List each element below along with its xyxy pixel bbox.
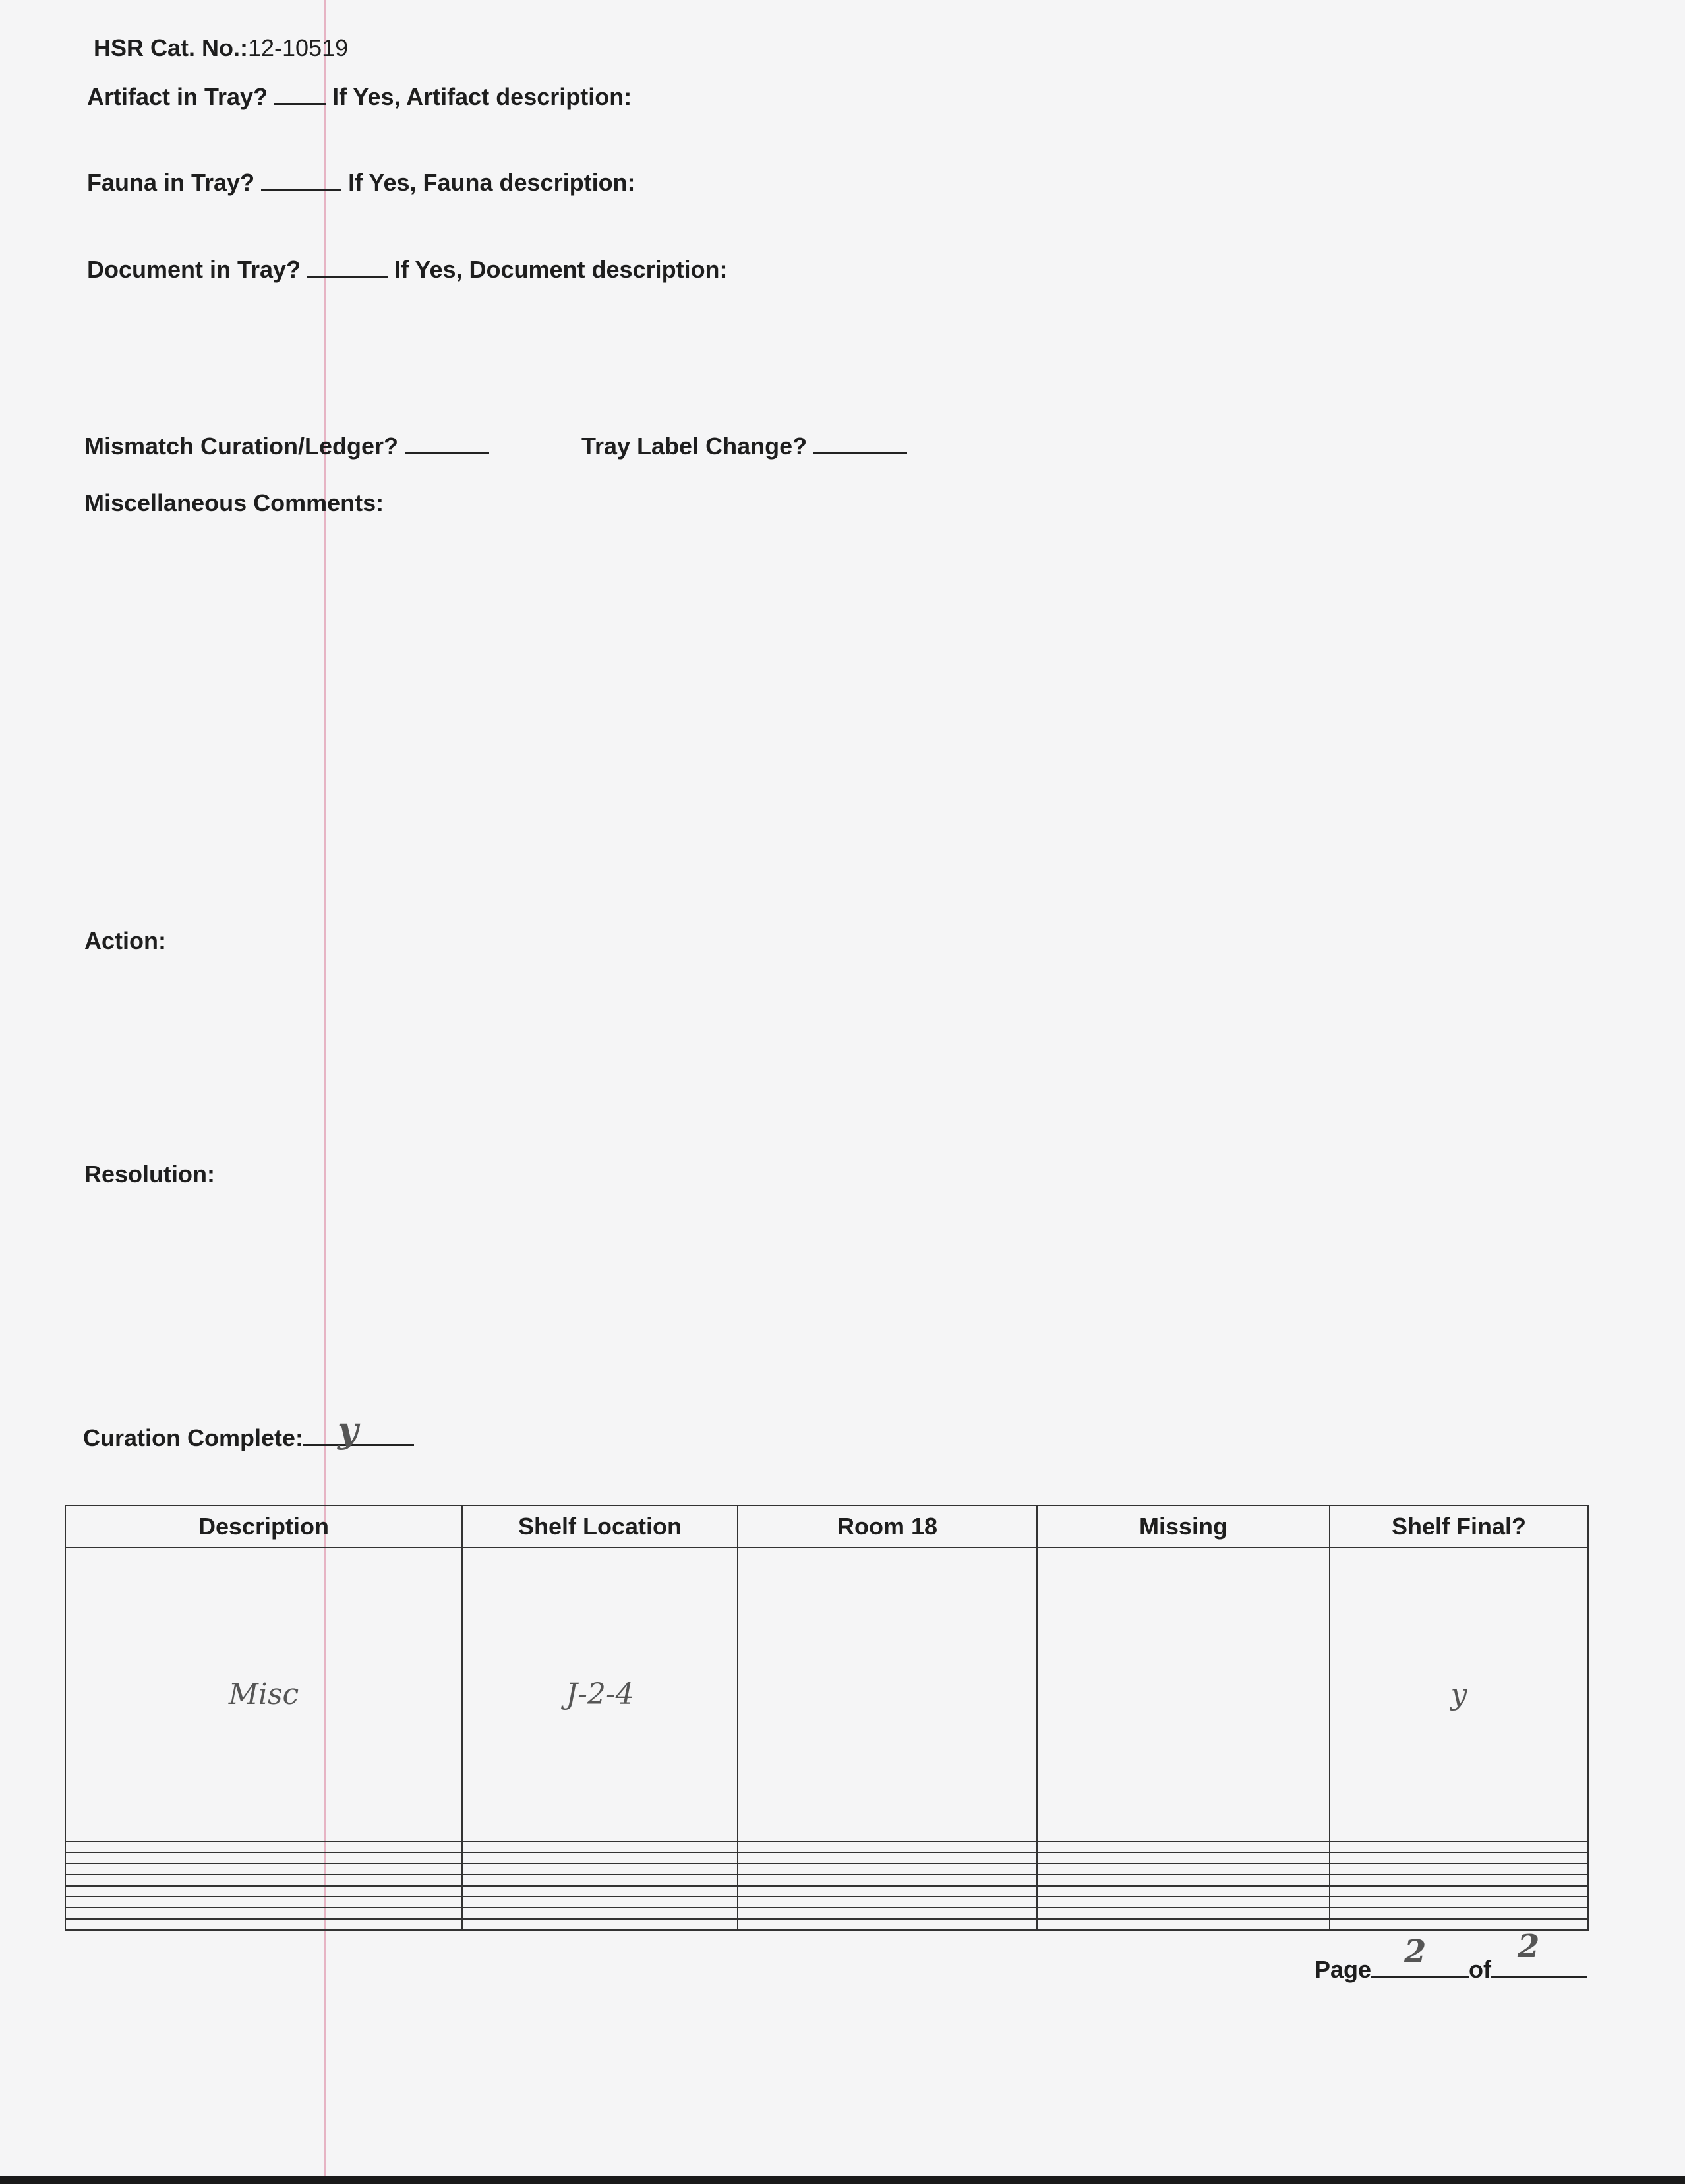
table-cell[interactable]: Misc — [65, 1548, 462, 1842]
table-cell[interactable] — [1037, 1842, 1330, 1853]
curation-complete-row — [83, 1409, 414, 1452]
document-blank[interactable] — [307, 257, 388, 278]
table-cell[interactable] — [65, 1908, 462, 1919]
table-cell[interactable] — [738, 1842, 1037, 1853]
curation-complete-handwritten: y — [338, 1409, 359, 1451]
table-cell[interactable] — [738, 1864, 1037, 1875]
table-cell[interactable] — [1037, 1864, 1330, 1875]
page-label: Page — [1315, 1956, 1372, 1983]
table-cell[interactable] — [738, 1875, 1037, 1886]
table-cell[interactable] — [462, 1852, 738, 1864]
table-cell[interactable] — [462, 1886, 738, 1897]
table-row — [65, 1852, 1588, 1864]
table-cell[interactable] — [1037, 1548, 1330, 1842]
table-cell[interactable]: y — [1330, 1548, 1588, 1842]
fauna-label: Fauna in Tray? — [87, 169, 255, 196]
table-cell[interactable] — [1330, 1842, 1588, 1853]
table-cell[interactable] — [738, 1886, 1037, 1897]
table-cell[interactable] — [65, 1875, 462, 1886]
col-header-description: Description — [65, 1505, 462, 1548]
tray-label-change-row — [581, 433, 907, 460]
table-row — [65, 1919, 1588, 1930]
artifact-blank[interactable] — [274, 84, 326, 105]
table-cell[interactable] — [1037, 1852, 1330, 1864]
table-cell[interactable] — [1037, 1886, 1330, 1897]
table-cell[interactable] — [1037, 1908, 1330, 1919]
table-row — [65, 1875, 1588, 1886]
table-cell[interactable] — [65, 1896, 462, 1908]
table-row — [65, 1548, 1588, 1842]
table-cell[interactable] — [462, 1842, 738, 1853]
table-cell[interactable] — [1330, 1919, 1588, 1930]
table-row — [65, 1896, 1588, 1908]
fauna-desc-label: If Yes, Fauna description: — [348, 169, 636, 196]
table-cell[interactable] — [65, 1886, 462, 1897]
of-label: of — [1469, 1956, 1492, 1983]
of-blank[interactable] — [1491, 1928, 1587, 1978]
table-cell[interactable] — [65, 1842, 462, 1853]
table-cell[interactable] — [1330, 1886, 1588, 1897]
table-row — [65, 1886, 1588, 1897]
cat-number-value: 12-10519 — [248, 34, 349, 61]
table-row — [65, 1842, 1588, 1853]
table-cell[interactable] — [738, 1852, 1037, 1864]
mismatch-row — [84, 433, 489, 460]
fauna-row — [87, 169, 636, 197]
col-header-shelf-location: Shelf Location — [462, 1505, 738, 1548]
table-cell[interactable] — [1330, 1852, 1588, 1864]
document-row — [87, 256, 728, 284]
table-cell[interactable] — [462, 1864, 738, 1875]
document-label: Document in Tray? — [87, 256, 301, 283]
table-cell[interactable] — [462, 1908, 738, 1919]
table-cell[interactable] — [738, 1919, 1037, 1930]
scan-bottom-edge — [0, 2176, 1685, 2184]
table-cell[interactable] — [1037, 1875, 1330, 1886]
col-header-shelf-final: Shelf Final? — [1330, 1505, 1588, 1548]
cat-number-row — [94, 34, 348, 62]
table-cell[interactable]: J-2-4 — [462, 1548, 738, 1842]
tray-label-change-label: Tray Label Change? — [581, 433, 808, 460]
table-row — [65, 1908, 1588, 1919]
misc-comments-label: Miscellaneous Comments: — [84, 489, 384, 516]
tray-label-change-blank[interactable] — [813, 434, 907, 454]
table-cell[interactable] — [1330, 1896, 1588, 1908]
artifact-label: Artifact in Tray? — [87, 83, 268, 110]
fauna-blank[interactable] — [261, 170, 341, 191]
table-cell[interactable] — [1037, 1919, 1330, 1930]
document-desc-label: If Yes, Document description: — [394, 256, 728, 283]
page-blank[interactable] — [1371, 1933, 1469, 1978]
table-cell[interactable] — [65, 1864, 462, 1875]
table-cell[interactable] — [1330, 1864, 1588, 1875]
artifact-row — [87, 83, 632, 111]
resolution-label: Resolution: — [84, 1161, 215, 1188]
table-cell[interactable] — [462, 1896, 738, 1908]
table-cell[interactable] — [462, 1919, 738, 1930]
table-cell[interactable] — [1330, 1875, 1588, 1886]
action-label: Action: — [84, 927, 166, 954]
table-cell[interactable] — [738, 1908, 1037, 1919]
table-header-row — [65, 1505, 1588, 1548]
artifact-desc-label: If Yes, Artifact description: — [332, 83, 632, 110]
table-cell[interactable] — [1037, 1896, 1330, 1908]
page-number-row — [1315, 1928, 1587, 1984]
curation-complete-label: Curation Complete: — [83, 1424, 304, 1451]
table-cell[interactable] — [738, 1896, 1037, 1908]
page-handwritten: 2 — [1404, 1933, 1427, 1970]
mismatch-label: Mismatch Curation/Ledger? — [84, 433, 399, 460]
curation-table — [65, 1505, 1589, 1931]
col-header-room-18: Room 18 — [738, 1505, 1037, 1548]
table-row — [65, 1864, 1588, 1875]
table-cell[interactable] — [65, 1852, 462, 1864]
col-header-missing: Missing — [1037, 1505, 1330, 1548]
table-cell[interactable] — [65, 1919, 462, 1930]
mismatch-blank[interactable] — [405, 434, 489, 454]
table-cell[interactable] — [738, 1548, 1037, 1842]
of-handwritten: 2 — [1518, 1928, 1540, 1965]
curation-complete-blank[interactable] — [303, 1409, 414, 1451]
table-cell[interactable] — [462, 1875, 738, 1886]
cat-number-label: HSR Cat. No.: — [94, 34, 248, 61]
table-cell[interactable] — [1330, 1908, 1588, 1919]
